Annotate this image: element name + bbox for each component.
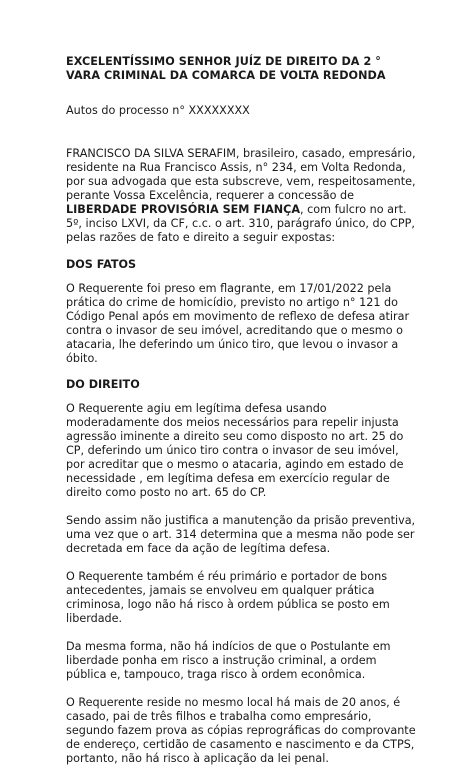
intro-paragraph xyxy=(66,147,416,245)
document-heading: EXCELENTÍSSIMO SENHOR JUÍZ DE DIREITO DA 2 ° VARA CRIMINAL DA COMARCA DE VOLTA REDONDA xyxy=(66,55,386,82)
intro-text-part2: , com fulcro no art. 5º, inciso LXVI, da CF, c.c. o art. 310, parágrafo único, do CPP, pelas razões de fato e direito a seguir expostas: xyxy=(66,203,415,244)
direito-paragraph-5: O Requerente reside no mesmo local há mais de 20 anos, é casado, pai de três filhos e trabalha como empresário, segundo fazem prova as cópias reprográficas do comprovante de endereço, certidão de casamento e nascimento e da CTPS, portanto, não há risco à aplicação da lei penal. xyxy=(66,696,416,765)
section-heading-direito: DO DIREITO xyxy=(66,378,140,391)
document-page xyxy=(66,55,416,780)
direito-paragraph-4: Da mesma forma, não há indícios de que o Postulante em liberdade ponha em risco a instrução criminal, a ordem pública e, tampouco, traga risco à ordem econômica. xyxy=(66,640,391,681)
direito-paragraph-3: O Requerente também é réu primário e portador de bons antecedentes, jamais se envolveu em qualquer prática criminosa, logo não há risco à ordem pública se posto em liberdade. xyxy=(66,570,390,625)
intro-request-bold: LIBERDADE PROVISÓRIA SEM FIANÇA xyxy=(66,203,301,216)
direito-paragraph-2: Sendo assim não justifica a manutenção da prisão preventiva, uma vez que o art. 314 determina que a mesma não pode ser decretada em face da ação de legítima defesa. xyxy=(66,514,416,555)
fatos-paragraph: O Requerente foi preso em flagrante, em 17/01/2022 pela prática do crime de homicídio, previsto no artigo n° 121 do Código Penal após em movimento de reflexo de defesa atirar contra o invasor de seu imóvel, acreditando que o mesmo o atacaria, lhe deferindo um único tiro, que levou o invasor a óbito. xyxy=(66,282,410,365)
process-number-line: Autos do processo n° XXXXXXXX xyxy=(66,104,250,117)
section-heading-fatos: DOS FATOS xyxy=(66,258,137,271)
direito-paragraph-1: O Requerente agiu em legítima defesa usando moderadamente dos meios necessários para repelir injusta agressão iminente a direito seu como disposto no art. 25 do CP, deferindo um único tiro contra o invasor de seu imóvel, por acreditar que o mesmo o atacaria, agindo em estado de necessidade , em legítima defesa em exercício regular de direito como posto no art. 65 do CP. xyxy=(66,402,404,499)
intro-text-part1: FRANCISCO DA SILVA SERAFIM, brasileiro, casado, empresário, residente na Rua Francisco Assis, n° 234, em Volta Redonda, por sua advogada que esta subscreve, vem, respeitosamente, perante Vossa Excelência, requerer a concessão de xyxy=(66,147,416,202)
